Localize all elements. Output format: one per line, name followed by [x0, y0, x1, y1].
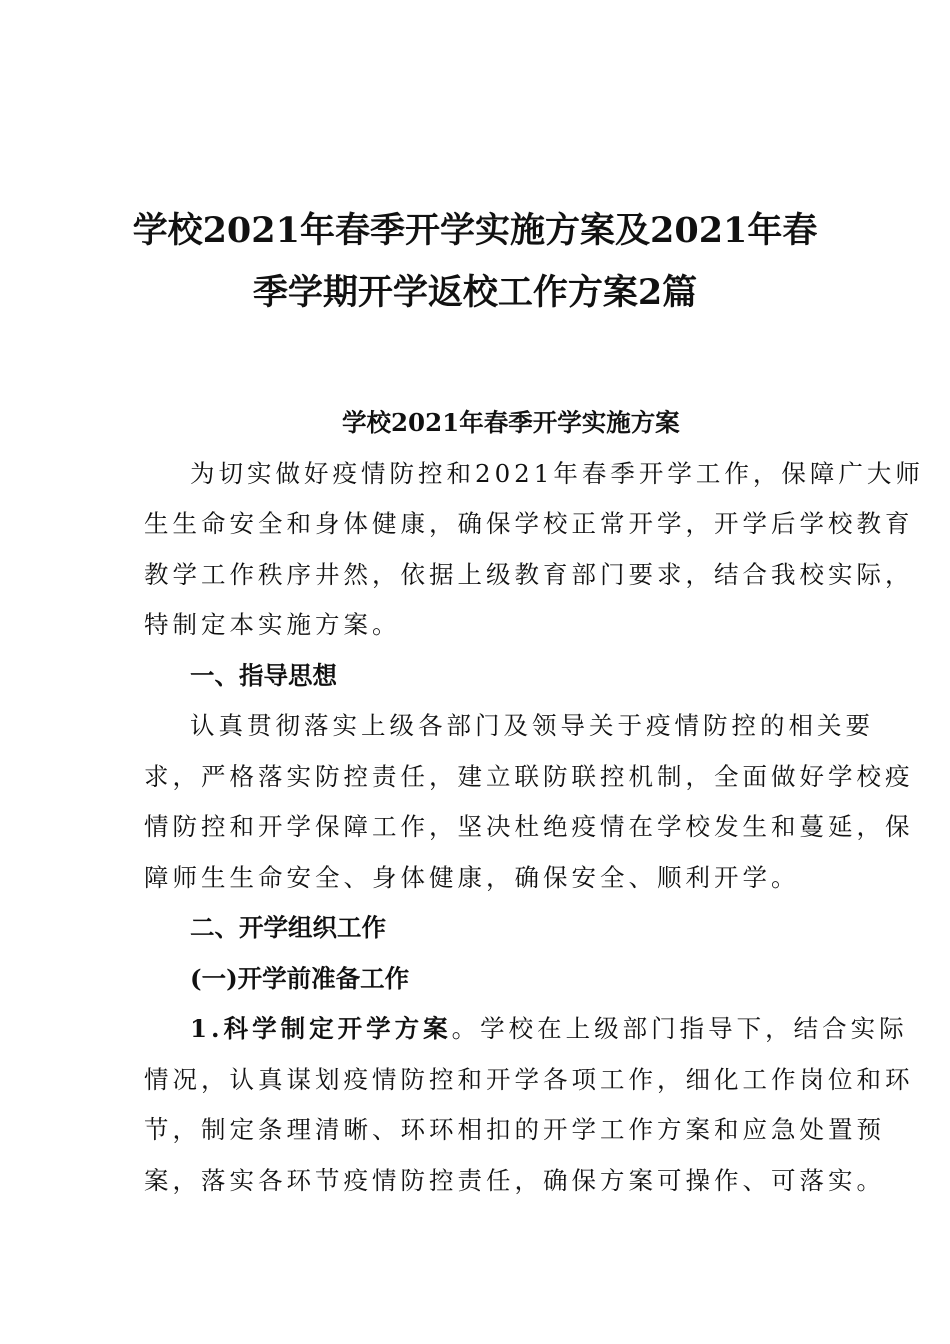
- item-1-title: 1.科学制定开学方案: [190, 1014, 452, 1043]
- paragraph-2-line-2: 求，严格落实防控责任，建立联防联控机制，全面做好学校疫: [144, 761, 914, 791]
- heading-guiding-ideology: 一、指导思想: [190, 660, 337, 690]
- document-body: [144, 398, 924, 1206]
- paragraph-1-line-4: 特制定本实施方案。: [144, 610, 401, 639]
- paragraph-1-line-1: 为切实做好疫情防控和2021年春季开学工作，保障广大师: [190, 458, 924, 488]
- paragraph-1-line-2: 生生命安全和身体健康，确保学校正常开学，开学后学校教育: [144, 509, 914, 538]
- paragraph-1-line-3: 教学工作秩序井然，依据上级教育部门要求，结合我校实际，: [144, 559, 914, 589]
- title-line-2: 季学期开学返校工作方案2篇: [252, 272, 698, 313]
- title-line-1: 学校2021年春季开学实施方案及2021年春: [132, 210, 818, 251]
- paragraph-3-line-1: 情况，认真谋划疫情防控和开学各项工作，细化工作岗位和环: [144, 1064, 914, 1094]
- paragraph-2-line-3: 情防控和开学保障工作，坚决杜绝疫情在学校发生和蔓延，保: [144, 812, 914, 841]
- item-1-text: 。学校在上级部门指导下，结合实际: [451, 1014, 908, 1043]
- paragraph-2-line-1: 认真贯彻落实上级各部门及领导关于疫情防控的相关要: [190, 711, 874, 740]
- section-subtitle: 学校2021年春季开学实施方案: [342, 408, 680, 437]
- heading-preparation: (一)开学前准备工作: [190, 963, 410, 993]
- paragraph-3-line-2: 节，制定条理清晰、环环相扣的开学工作方案和应急处置预: [144, 1115, 885, 1144]
- heading-opening-organization: 二、开学组织工作: [190, 913, 386, 942]
- paragraph-2-line-4: 障师生生命安全、身体健康，确保安全、顺利开学。: [144, 862, 800, 892]
- document-title: [120, 200, 830, 324]
- paragraph-3-line-3: 案，落实各环节疫情防控责任，确保方案可操作、可落实。: [144, 1165, 885, 1195]
- item-1-line-1: [144, 1004, 908, 1055]
